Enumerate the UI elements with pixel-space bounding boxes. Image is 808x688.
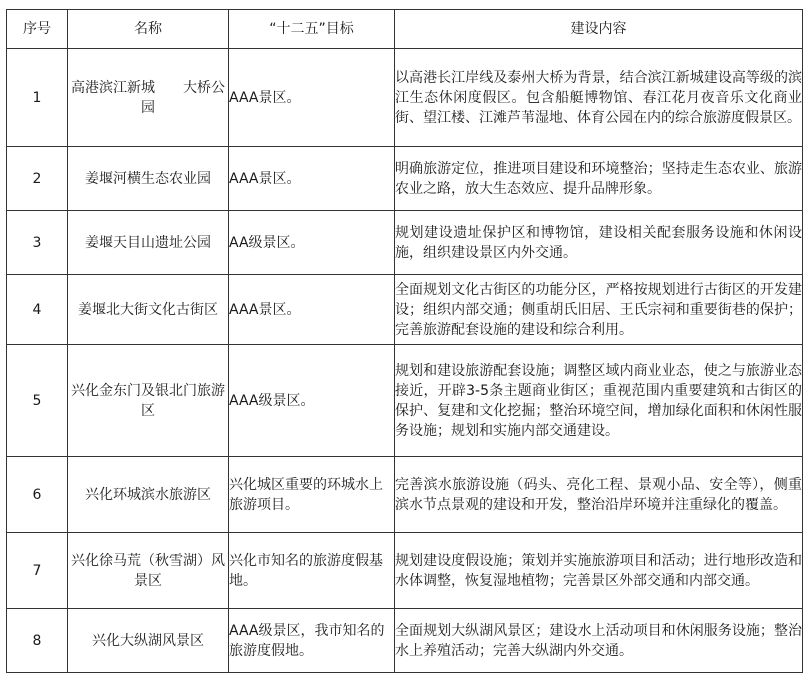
row-name: 高港滨江新城 大桥公园 xyxy=(68,49,229,147)
row-content: 完善滨水旅游设施（码头、亮化工程、景观小品、安全等），侧重滨水节点景观的建设和开发，整治沿岸环境并注重绿化的覆盖。 xyxy=(395,457,803,533)
row-index: 3 xyxy=(7,211,68,275)
row-index: 6 xyxy=(7,457,68,533)
table-row xyxy=(7,345,803,457)
row-name: 姜堰河横生态农业园 xyxy=(68,147,229,211)
table-row xyxy=(7,211,803,275)
row-content: 全面规划文化古街区的功能分区，严格按规划进行古街区的开发建设；组织内部交通；侧重胡氏旧居、王氏宗祠和重要街巷的保护；完善旅游配套设施的建设和综合利用。 xyxy=(395,275,803,345)
row-target: AA级景区。 xyxy=(229,211,395,275)
table-row xyxy=(7,49,803,147)
row-name: 兴化大纵湖风景区 xyxy=(68,609,229,673)
row-target: AAA景区。 xyxy=(229,49,395,147)
row-content: 全面规划大纵湖风景区；建设水上活动项目和休闲服务设施；整治水上养殖活动；完善大纵湖内外交通。 xyxy=(395,609,803,673)
header-name: 名称 xyxy=(68,10,229,49)
row-target: AAA级景区，我市知名的旅游度假地。 xyxy=(229,609,395,673)
row-content: 以高港长江岸线及泰州大桥为背景，结合滨江新城建设高等级的滨江生态休闲度假区。包含船艇博物馆、春江花月夜音乐文化商业街、望江楼、江滩芦苇湿地、体育公园在内的综合旅游度假景区。 xyxy=(395,49,803,147)
row-index: 1 xyxy=(7,49,68,147)
row-target: 兴化市知名的旅游度假基地。 xyxy=(229,533,395,609)
row-name: 姜堰天目山遗址公园 xyxy=(68,211,229,275)
header-index: 序号 xyxy=(7,10,68,49)
row-name: 兴化徐马荒（秋雪湖）风景区 xyxy=(68,533,229,609)
row-content: 规划建设遗址保护区和博物馆，建设相关配套服务设施和休闲设施，组织建设景区内外交通。 xyxy=(395,211,803,275)
row-target: AAA级景区。 xyxy=(229,345,395,457)
row-name: 兴化金东门及银北门旅游区 xyxy=(68,345,229,457)
table-row xyxy=(7,609,803,673)
header-row xyxy=(7,10,803,49)
header-target: “十二五”目标 xyxy=(229,10,395,49)
row-index: 7 xyxy=(7,533,68,609)
row-index: 4 xyxy=(7,275,68,345)
row-name: 姜堰北大街文化古街区 xyxy=(68,275,229,345)
row-content: 规划建设度假设施；策划并实施旅游项目和活动；进行地形改造和水体调整，恢复湿地植物；完善景区外部交通和内部交通。 xyxy=(395,533,803,609)
row-target: 兴化城区重要的环城水上旅游项目。 xyxy=(229,457,395,533)
row-index: 8 xyxy=(7,609,68,673)
header-content: 建设内容 xyxy=(395,10,803,49)
row-index: 5 xyxy=(7,345,68,457)
table-row xyxy=(7,457,803,533)
row-name: 兴化环城滨水旅游区 xyxy=(68,457,229,533)
table-row xyxy=(7,275,803,345)
row-content: 明确旅游定位，推进项目建设和环境整治；坚持走生态农业、旅游农业之路，放大生态效应、提升品牌形象。 xyxy=(395,147,803,211)
tourism-projects-table xyxy=(6,9,803,673)
row-target: AAA景区。 xyxy=(229,275,395,345)
row-content: 规划和建设旅游配套设施；调整区域内商业业态，使之与旅游业态接近，开辟3-5条主题商业街区；重视范围内重要建筑和古街区的保护、复建和文化挖掘；整治环境空间，增加绿化面积和休闲性服务设施；规划和实施内部交通建设。 xyxy=(395,345,803,457)
row-target: AAA景区。 xyxy=(229,147,395,211)
table-row xyxy=(7,533,803,609)
table-row xyxy=(7,147,803,211)
row-index: 2 xyxy=(7,147,68,211)
